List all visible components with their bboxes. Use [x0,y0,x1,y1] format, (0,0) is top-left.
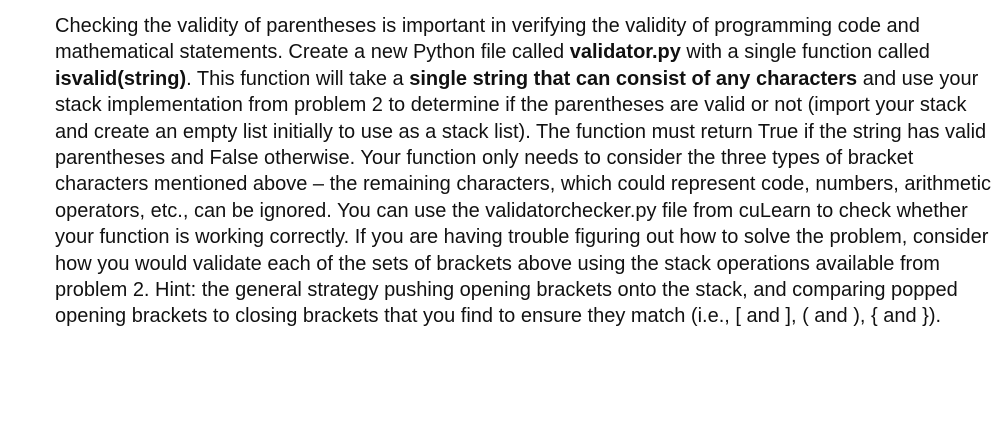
filename-bold: validator.py [569,41,681,64]
instructions-paragraph [55,13,995,330]
text-function-intro: with a single function called [680,41,930,64]
text-function-take: . This function will take a [186,67,410,90]
text-remainder: and use your stack implementation from problem 2 to determine if the parentheses are valid or not (import your stack and create an empty list initially to use as a stack list). The function must return True if the string has valid parentheses and False otherwise. Your function only needs to consider the three types of bracket characters mentioned above – the remaining characters, which could represent code, numbers, arithmetic operators, etc., can be ignored. You can use the validatorchecker.py file from cuLearn to check whether your function is working correctly. If you are having trouble figuring out how to solve the problem, consider how you would validate each of the sets of brackets above using the stack operations available from problem 2. Hint: the general strategy pushing opening brackets onto the stack, and comparing popped opening brackets to closing brackets that you find to ensure they match (i.e., [ and ], ( and ), { and }). [55,67,992,328]
function-name-bold: isvalid(string) [55,67,187,90]
input-description-bold: single string that can consist of any characters [409,67,858,90]
document-body [55,13,995,330]
text-intro: Checking the validity of parentheses is important in verifying the validity of programming code and mathematical statements. Create a new Python file called [55,15,920,64]
